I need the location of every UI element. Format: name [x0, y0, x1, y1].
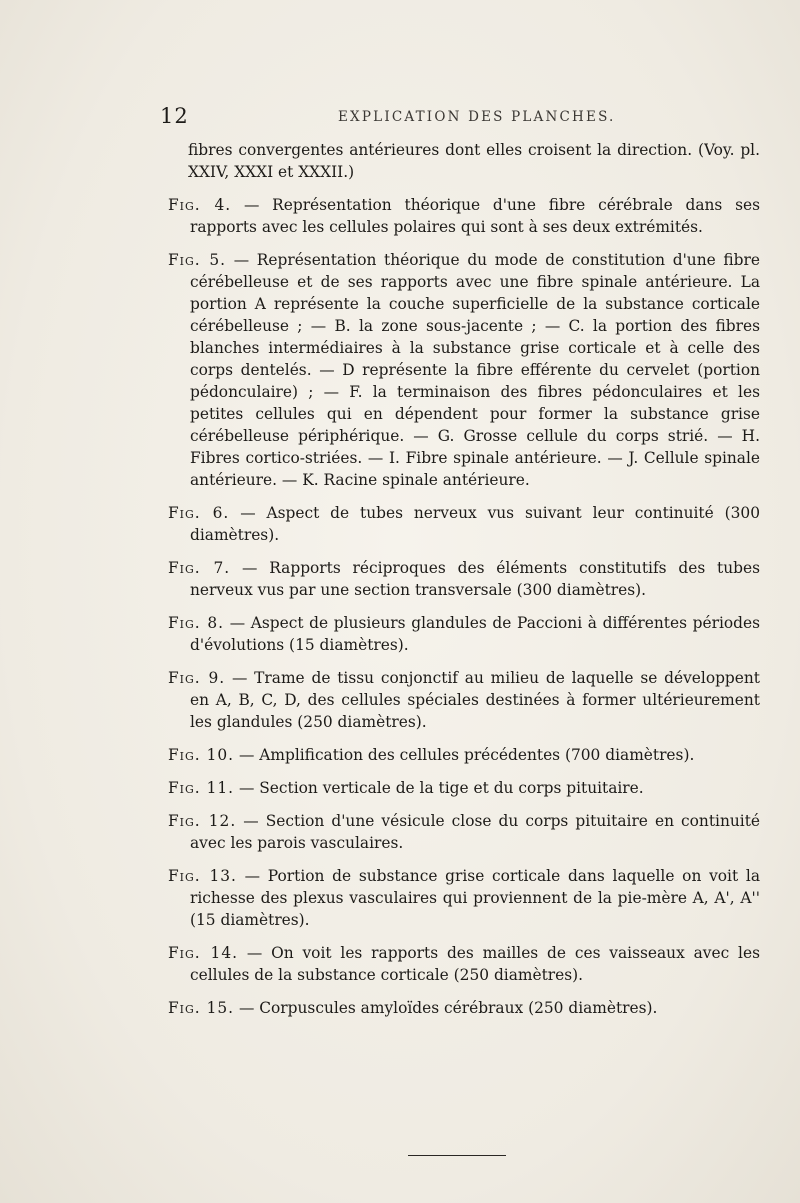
entry-text: — Représentation théorique du mode de constitution d'une fibre cérébelleuse et de ses rapports avec une fibre spinale antérieure. La portion A représente la couche superficielle de la substance corticale cérébelleuse ; — B. la zone sous-jacente ; — C. la portion des fibres blanches intermédiaires à la substance grise corticale et à celle des corps dentelés. — D représente la fibre efférente du cervelet (portion pédonculaire) ; — F. la terminaison des fibres pédonculaires et les petites cellules qui en dépendent pour former la substance grise cérébelleuse périphérique. — G. Grosse cellule du corps strié. — H. Fibres cortico-striées. — I. Fibre spinale antérieure. — J. Cellule spinale antérieure. — K. Racine spinale antérieure. — [190, 251, 760, 489]
entry-text: — On voit les rapports des mailles de ces vaisseaux avec les cellules de la substance corticale (250 diamètres). — [190, 944, 760, 984]
closing-rule — [408, 1155, 506, 1156]
plate-explanations — [168, 139, 760, 1030]
figure-label: Fig. 7. — [168, 559, 231, 577]
figure-label: Fig. 15. — [168, 999, 235, 1017]
entry-text: — Représentation théorique d'une fibre cérébrale dans ses rapports avec les cellules polaires qui sont à ses deux extrémités. — [190, 196, 760, 236]
figure-label: Fig. 8. — [168, 614, 225, 632]
figure-entry-7 — [168, 557, 760, 601]
continuation-paragraph — [168, 139, 760, 183]
running-title: EXPLICATION DES PLANCHES. — [338, 109, 616, 125]
figure-entry-9 — [168, 667, 760, 733]
entry-text: — Section verticale de la tige et du corps pituitaire. — [238, 779, 644, 797]
figure-entry-13 — [168, 865, 760, 931]
figure-label: Fig. 13. — [168, 867, 237, 885]
figure-label: Fig. 5. — [168, 251, 227, 269]
figure-label: Fig. 12. — [168, 812, 237, 830]
entry-text: — Amplification des cellules précédentes (700 diamètres). — [238, 746, 695, 764]
entry-text: — Aspect de tubes nerveux vus suivant leur continuité (300 diamètres). — [190, 504, 760, 544]
figure-label: Fig. 4. — [168, 196, 232, 214]
figure-label: Fig. 9. — [168, 669, 226, 687]
entry-text: — Aspect de plusieurs glandules de Paccioni à différentes périodes d'évolutions (15 diamètres). — [190, 614, 761, 654]
entry-text: — Trame de tissu conjonctif au milieu de laquelle se développent en A, B, C, D, des cellules spéciales destinées à former ultérieurement les glandules (250 diamètres). — [190, 669, 760, 731]
figure-entry-11 — [168, 777, 760, 799]
figure-entry-10 — [168, 744, 760, 766]
figure-entry-4 — [168, 194, 760, 238]
figure-label: Fig. 11. — [168, 779, 235, 797]
entry-text: — Portion de substance grise corticale dans laquelle on voit la richesse des plexus vasculaires qui proviennent de la pie-mère A, A', A'' (15 diamètres). — [190, 867, 760, 929]
page-number: 12 — [160, 104, 189, 128]
entry-text: — Section d'une vésicule close du corps pituitaire en continuité avec les parois vasculaires. — [190, 812, 760, 852]
figure-entry-5 — [168, 249, 760, 491]
page-header — [160, 104, 760, 134]
figure-entry-6 — [168, 502, 760, 546]
figure-label: Fig. 10. — [168, 746, 235, 764]
figure-entry-14 — [168, 942, 760, 986]
figure-label: Fig. 14. — [168, 944, 239, 962]
figure-entry-8 — [168, 612, 760, 656]
entry-text: — Corpuscules amyloïdes cérébraux (250 diamètres). — [238, 999, 658, 1017]
figure-label: Fig. 6. — [168, 504, 230, 522]
figure-entry-12 — [168, 810, 760, 854]
figure-entry-15 — [168, 997, 760, 1019]
entry-text: — Rapports réciproques des éléments constitutifs des tubes nerveux vus par une section transversale (300 diamètres). — [190, 559, 760, 599]
entry-text: fibres convergentes antérieures dont elles croisent la direction. (Voy. pl. XXIV, XXXI et XXXII.) — [188, 141, 760, 181]
